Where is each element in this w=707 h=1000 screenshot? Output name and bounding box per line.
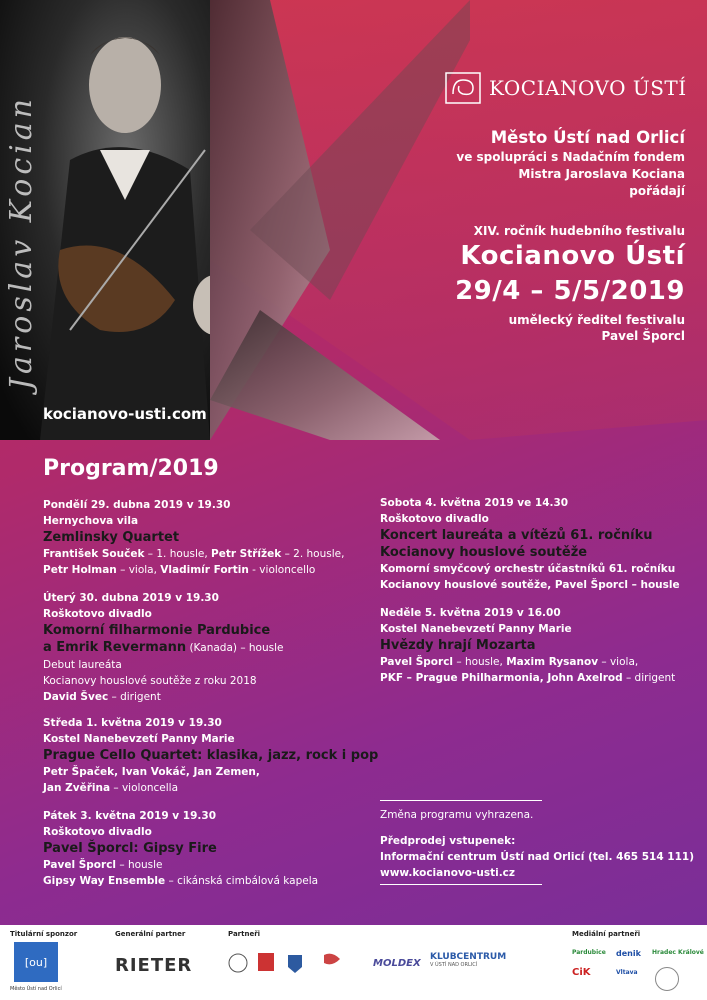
- partners-label: Partneři: [228, 930, 261, 938]
- event-title: Kocianovy houslové soutěže: [380, 545, 588, 560]
- event-title: Komorní filharmonie Pardubice: [43, 623, 271, 638]
- event-title: a Emrik Revermann (Kanada) – housle: [43, 640, 284, 655]
- event-date: Úterý 30. dubna 2019 v 19.30: [43, 592, 219, 604]
- event-date: Pátek 3. května 2019 v 19.30: [43, 810, 217, 822]
- program-title: Program/2019: [43, 456, 219, 481]
- divider: [380, 800, 542, 801]
- town-caption: Město Ústí nad Orlicí: [10, 986, 62, 992]
- event-venue: Roškotovo divadlo: [43, 826, 152, 838]
- klubcentrum-logo: KLUBCENTRUM V ÚSTÍ NAD ORLICÍ: [430, 952, 507, 968]
- director-label: umělecký ředitel festivalu: [508, 313, 685, 327]
- media-logo-hradec: Hradec Králové: [652, 949, 704, 956]
- event-title: Pavel Šporcl: Gipsy Fire: [43, 841, 217, 856]
- event-venue: Kostel Nanebevzetí Panny Marie: [380, 623, 572, 635]
- media-partners-label: Mediální partneři: [572, 930, 641, 938]
- presale-info: Předprodej vstupenek: Informační centrum Ústí nad Orlicí (tel. 465 514 111) www.kocianovo-usti.cz: [380, 835, 695, 879]
- event-title: Prague Cello Quartet: klasika, jazz, rock i pop: [43, 748, 379, 763]
- event-performers: Petr Špaček, Ivan Vokáč, Jan Zemen,: [43, 766, 260, 778]
- organizer-city: Město Ústí nad Orlicí: [490, 128, 685, 147]
- event-performers: Petr Holman – viola, Vladimír Fortin - violoncello: [43, 564, 316, 576]
- edition-line: XIV. ročník hudebního festivalu: [473, 224, 685, 238]
- violin-scroll-icon: [445, 72, 481, 104]
- event-performers: František Souček – 1. housle, Petr Střížek – 2. housle,: [43, 548, 345, 560]
- festival-dates: 29/4 – 5/5/2019: [455, 276, 685, 306]
- event-item: [43, 497, 344, 578]
- logo-text: KOCIANOVO ÚSTÍ: [489, 76, 687, 100]
- signature: Jaroslav Kocian: [4, 95, 39, 390]
- media-logo-cik: CiK: [572, 967, 591, 978]
- event-date: Pondělí 29. dubna 2019 v 19.30: [43, 499, 231, 511]
- program-change-note: Změna programu vyhrazena.: [380, 809, 534, 821]
- media-logo-denik: denik: [616, 949, 641, 958]
- title-sponsor-label: Titulární sponzor: [10, 930, 78, 938]
- partner-logos: [228, 949, 368, 979]
- divider: [380, 884, 542, 885]
- event-performers: PKF – Prague Philharmonia, John Axelrod – dirigent: [380, 672, 676, 684]
- event-date: Středa 1. května 2019 v 19.30: [43, 717, 222, 729]
- sponsor-strip: [0, 925, 707, 1000]
- moldex-logo: MOLDEX: [373, 958, 421, 969]
- event-venue: Roškotovo divadlo: [380, 513, 489, 525]
- event-date: Sobota 4. května 2019 ve 14.30: [380, 497, 569, 509]
- website-url[interactable]: kocianovo-usti.com: [43, 405, 207, 423]
- event-performers: Pavel Šporcl – housle, Maxim Rysanov – viola,: [380, 656, 639, 668]
- event-performers: Komorní smyčcový orchestr účastníků 61. ročníku: [380, 563, 676, 575]
- event-performers: Kocianovy houslové soutěže, Pavel Šporcl – housle: [380, 579, 680, 591]
- event-performers: Gipsy Way Ensemble – cikánská cimbálová kapela: [43, 875, 319, 887]
- event-title: Hvězdy hrají Mozarta: [380, 638, 536, 653]
- director-name: Pavel Šporcl: [601, 329, 685, 343]
- event-item: [380, 605, 675, 686]
- event-item: [43, 715, 378, 796]
- event-note: Debut laureáta: [43, 659, 122, 671]
- media-logo-vltava: Vltava: [616, 969, 638, 976]
- round-logo-icon: [655, 967, 679, 991]
- event-venue: Roškotovo divadlo: [43, 608, 152, 620]
- event-venue: Kostel Nanebevzetí Panny Marie: [43, 733, 235, 745]
- event-item: [380, 495, 680, 593]
- event-item: [43, 808, 318, 889]
- event-performers: Pavel Šporcl – housle: [43, 859, 163, 871]
- general-partner-label: Generální partner: [115, 930, 186, 938]
- presale-website[interactable]: www.kocianovo-usti.cz: [380, 867, 516, 879]
- festival-logo: [445, 72, 687, 104]
- event-note: Kocianovy houslové soutěže z roku 2018: [43, 675, 257, 687]
- event-title: Zemlinsky Quartet: [43, 530, 180, 545]
- festival-title: Kocianovo Ústí: [460, 241, 685, 271]
- event-item: [43, 590, 284, 705]
- event-date: Neděle 5. května 2019 v 16.00: [380, 607, 561, 619]
- event-title: Koncert laureáta a vítězů 61. ročníku: [380, 528, 653, 543]
- event-performers: Jan Zvěřina – violoncella: [43, 782, 179, 794]
- cooperation-line: ve spolupráci s Nadačním fondem: [456, 150, 685, 164]
- media-logo-pardubice: Pardubice: [572, 949, 606, 956]
- rieter-logo: RIETER: [115, 955, 193, 976]
- event-venue: Hernychova vila: [43, 515, 139, 527]
- organize-line: pořádají: [629, 184, 685, 198]
- event-performers: David Švec – dirigent: [43, 691, 161, 703]
- town-logo: [ou]: [14, 942, 58, 982]
- foundation-name: Mistra Jaroslava Kociana: [518, 167, 685, 181]
